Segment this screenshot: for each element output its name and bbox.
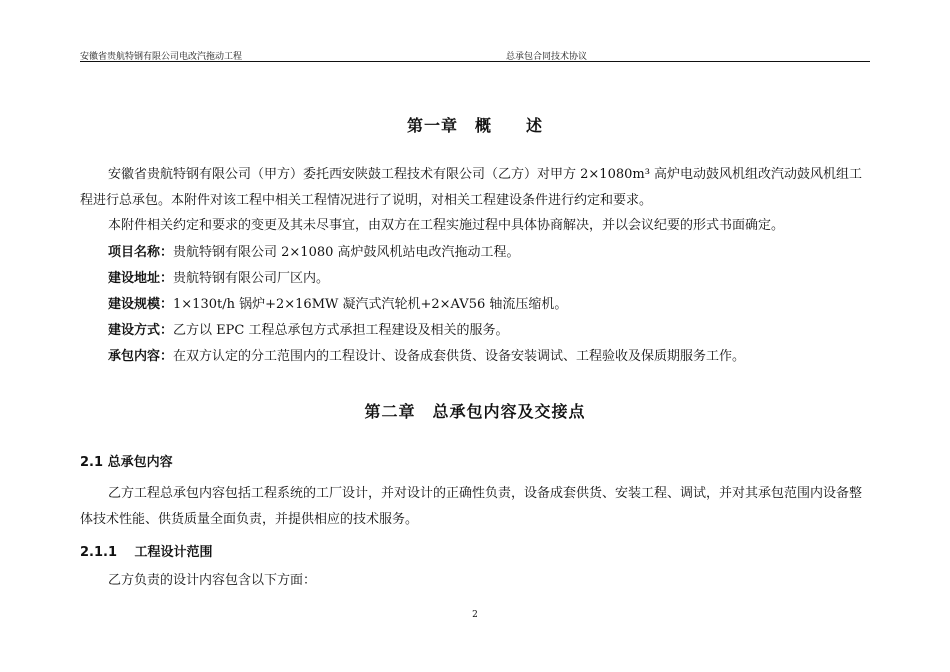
item-value: 1×130t/h 锅炉+2×16MW 凝汽式汽轮机+2×AV56 轴流压缩机。 — [173, 297, 568, 312]
intro-paragraph-2: 本附件相关约定和要求的变更及其未尽事宜，由双方在工程实施过程中具体协商解决，并以会议纪要的形式书面确定。 — [108, 218, 785, 233]
chapter-2-title: 第二章 总承包内容及交接点 — [364, 402, 586, 421]
item-label: 项目名称： — [108, 245, 174, 260]
section-title: 工程设计范围 — [134, 545, 213, 560]
item-value: 贵航特钢有限公司 2×1080 高炉鼓风机站电改汽拖动工程。 — [173, 245, 520, 260]
header-right-text: 总承包合同技术协议 — [506, 52, 588, 62]
header-rule — [80, 61, 870, 62]
section-title: 总承包内容 — [107, 455, 173, 470]
item-build-scale — [80, 292, 870, 318]
item-label: 建设地址： — [108, 271, 174, 286]
item-value: 贵航特钢有限公司厂区内。 — [173, 271, 330, 286]
item-project-name — [80, 240, 870, 266]
chapter-1-title: 第一章 概 述 — [406, 116, 543, 135]
section-2-1-1-body: 乙方负责的设计内容包含以下方面： — [108, 573, 317, 588]
item-label: 建设规模： — [108, 297, 174, 312]
item-label: 承包内容： — [108, 349, 174, 364]
item-value: 乙方以 EPC 工程总承包方式承担工程建设及相关的服务。 — [173, 323, 509, 338]
section-number: 2.1.1 — [80, 545, 118, 560]
section-2-1-body: 乙方工程总承包内容包括工程系统的工厂设计，并对设计的正确性负责，设备成套供货、安装工程、调试，并对其承包范围内设备整体技术性能、供货质量全面负责，并提供相应的技术服务。 — [80, 486, 863, 527]
section-number: 2.1 — [80, 455, 104, 470]
page-number: 2 — [472, 610, 478, 620]
item-value: 在双方认定的分工范围内的工程设计、设备成套供货、设备安装调试、工程验收及保质期服务工作。 — [173, 349, 746, 364]
section-2-1-1-heading — [80, 541, 213, 560]
header-left-text: 安徽省贵航特钢有限公司电改汽拖动工程 — [80, 52, 243, 62]
item-build-method — [80, 318, 870, 344]
item-contract-content — [80, 344, 870, 370]
item-label: 建设方式： — [108, 323, 174, 338]
intro-paragraph-1: 安徽省贵航特钢有限公司（甲方）委托西安陕鼓工程技术有限公司（乙方）对甲方 2×1080m³ 高炉电动鼓风机组改汽动鼓风机组工程进行总承包。本附件对该工程中相关工程情况进行了说明，对相关工程建设条件进行约定和要求。 — [80, 167, 863, 208]
section-2-1-heading — [80, 451, 173, 470]
item-site-address — [80, 266, 870, 292]
